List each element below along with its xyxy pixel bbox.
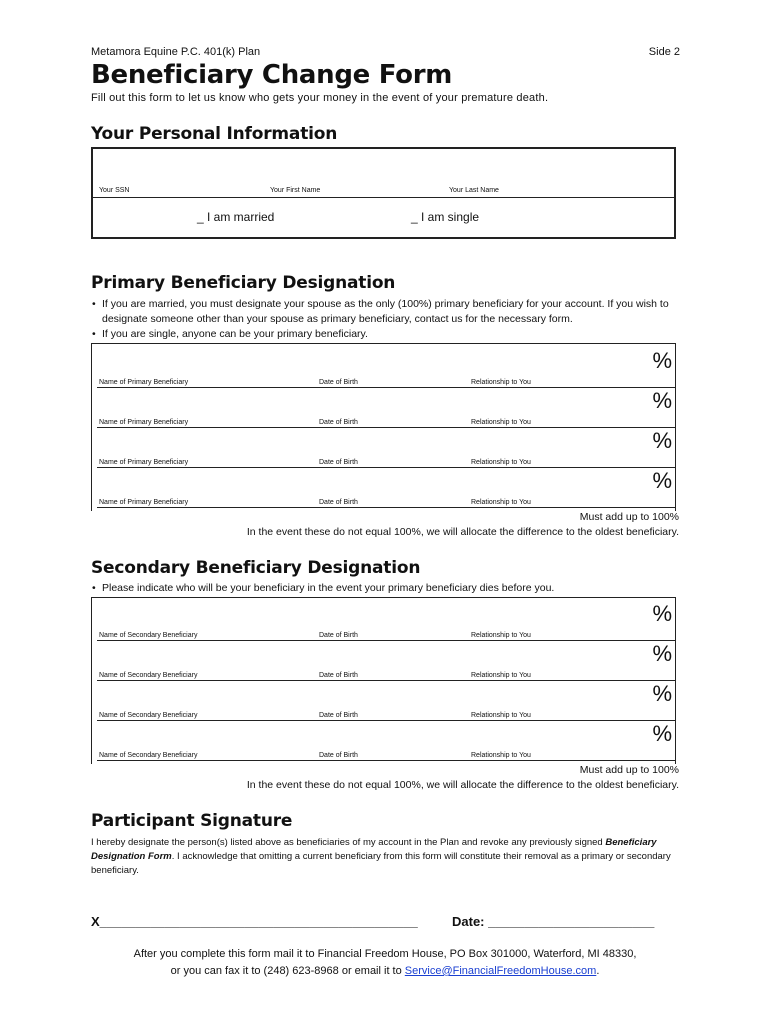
statement-part-c: . I acknowledge that omitting a current beneficiary from this form will constitute their removal as a primary or secondary beneficiary.: [91, 851, 671, 876]
row-divider: [97, 507, 676, 508]
secondary-row[interactable]: [91, 721, 676, 761]
footer-instructions: [91, 946, 679, 980]
secondary-bullet: • Please indicate who will be your beneficiary in the event your primary beneficiary dies before you.: [102, 581, 702, 596]
primary-bullet-single: • If you are single, anyone can be your primary beneficiary.: [102, 327, 702, 342]
single-checkbox[interactable]: _ I am single: [411, 210, 480, 224]
secondary-row[interactable]: [91, 641, 676, 681]
percent-field[interactable]: %: [652, 468, 672, 493]
secondary-heading: Secondary Beneficiary Designation: [91, 558, 421, 578]
statement-part-a: I hereby designate the person(s) listed above as beneficiaries of my account in the Plan and revoke any previously signed: [91, 837, 606, 848]
page-title: Beneficiary Change Form: [91, 60, 453, 90]
percent-field[interactable]: %: [652, 388, 672, 413]
relationship-label: Relationship to You: [471, 379, 531, 386]
statement-form-name: Beneficiary Designation Form: [91, 837, 657, 862]
percent-field[interactable]: %: [652, 348, 672, 373]
beneficiary-name-label: Name of Secondary Beneficiary: [99, 752, 198, 759]
secondary-note: [247, 763, 679, 793]
secondary-row[interactable]: [91, 681, 676, 721]
primary-row[interactable]: [91, 428, 676, 468]
percent-field[interactable]: %: [652, 681, 672, 706]
mail-instructions: After you complete this form mail it to Financial Freedom House, PO Box 301000, Waterford, MI 48330,: [133, 948, 637, 960]
dob-label: Date of Birth: [319, 499, 358, 506]
last-name-label: Your Last Name: [449, 187, 499, 194]
dob-label: Date of Birth: [319, 672, 358, 679]
allocation-note: In the event these do not equal 100%, we will allocate the difference to the oldest beneficiary.: [246, 779, 679, 791]
personal-info-box: [91, 147, 676, 239]
percent-field[interactable]: %: [652, 601, 672, 626]
beneficiary-name-label: Name of Primary Beneficiary: [99, 419, 189, 426]
allocation-note: In the event these do not equal 100%, we will allocate the difference to the oldest beneficiary.: [246, 526, 679, 538]
dob-label: Date of Birth: [319, 632, 358, 639]
relationship-label: Relationship to You: [471, 419, 531, 426]
percent-field[interactable]: %: [652, 721, 672, 746]
signature-line[interactable]: X____________________________________________: [91, 914, 418, 929]
plan-name: Metamora Equine P.C. 401(k) Plan: [91, 46, 261, 58]
beneficiary-name-label: Name of Primary Beneficiary: [99, 499, 189, 506]
married-checkbox[interactable]: _ I am married: [197, 210, 275, 224]
dob-label: Date of Birth: [319, 712, 358, 719]
relationship-label: Relationship to You: [471, 672, 531, 679]
beneficiary-name-label: Name of Secondary Beneficiary: [99, 712, 198, 719]
date-line[interactable]: Date: _______________________: [452, 914, 655, 929]
must-add-note: Must add up to 100%: [579, 764, 679, 776]
signature-statement: [91, 836, 691, 878]
percent-field[interactable]: %: [652, 641, 672, 666]
primary-note: [247, 510, 679, 540]
dob-label: Date of Birth: [319, 419, 358, 426]
relationship-label: Relationship to You: [471, 752, 531, 759]
beneficiary-name-label: Name of Primary Beneficiary: [99, 459, 189, 466]
primary-row[interactable]: [91, 348, 676, 388]
dob-label: Date of Birth: [319, 379, 358, 386]
row-divider: [97, 760, 676, 761]
primary-bullet-married: • If you are married, you must designate your spouse as the only (100%) primary beneficiary for your account. If you wish to designate someone other than your spouse as primary beneficiary, contact us for the necessary form.: [102, 297, 702, 327]
percent-field[interactable]: %: [652, 428, 672, 453]
dob-label: Date of Birth: [319, 752, 358, 759]
primary-heading: Primary Beneficiary Designation: [91, 273, 396, 293]
first-name-label: Your First Name: [270, 187, 321, 194]
secondary-instructions: [91, 581, 702, 596]
email-link[interactable]: Service@FinancialFreedomHouse.com: [404, 965, 597, 977]
page-side-label: Side 2: [648, 46, 680, 58]
dob-label: Date of Birth: [319, 459, 358, 466]
fax-text: or you can fax it to (248) 623-8968 or email it to: [170, 965, 405, 977]
relationship-label: Relationship to You: [471, 459, 531, 466]
personal-info-divider: [93, 197, 674, 198]
relationship-label: Relationship to You: [471, 712, 531, 719]
ssn-label: Your SSN: [99, 187, 130, 194]
secondary-row[interactable]: [91, 601, 676, 641]
beneficiary-name-label: Name of Secondary Beneficiary: [99, 672, 198, 679]
relationship-label: Relationship to You: [471, 632, 531, 639]
must-add-note: Must add up to 100%: [579, 511, 679, 523]
relationship-label: Relationship to You: [471, 499, 531, 506]
page-subtitle: Fill out this form to let us know who gets your money in the event of your premature death.: [91, 92, 549, 104]
primary-instructions: [91, 297, 702, 342]
personal-info-heading: Your Personal Information: [91, 124, 338, 144]
primary-row[interactable]: [91, 468, 676, 508]
signature-heading: Participant Signature: [91, 811, 293, 831]
beneficiary-name-label: Name of Primary Beneficiary: [99, 379, 189, 386]
fax-email-instructions: [91, 963, 679, 980]
footer-period: .: [596, 965, 600, 977]
primary-row[interactable]: [91, 388, 676, 428]
beneficiary-name-label: Name of Secondary Beneficiary: [99, 632, 198, 639]
